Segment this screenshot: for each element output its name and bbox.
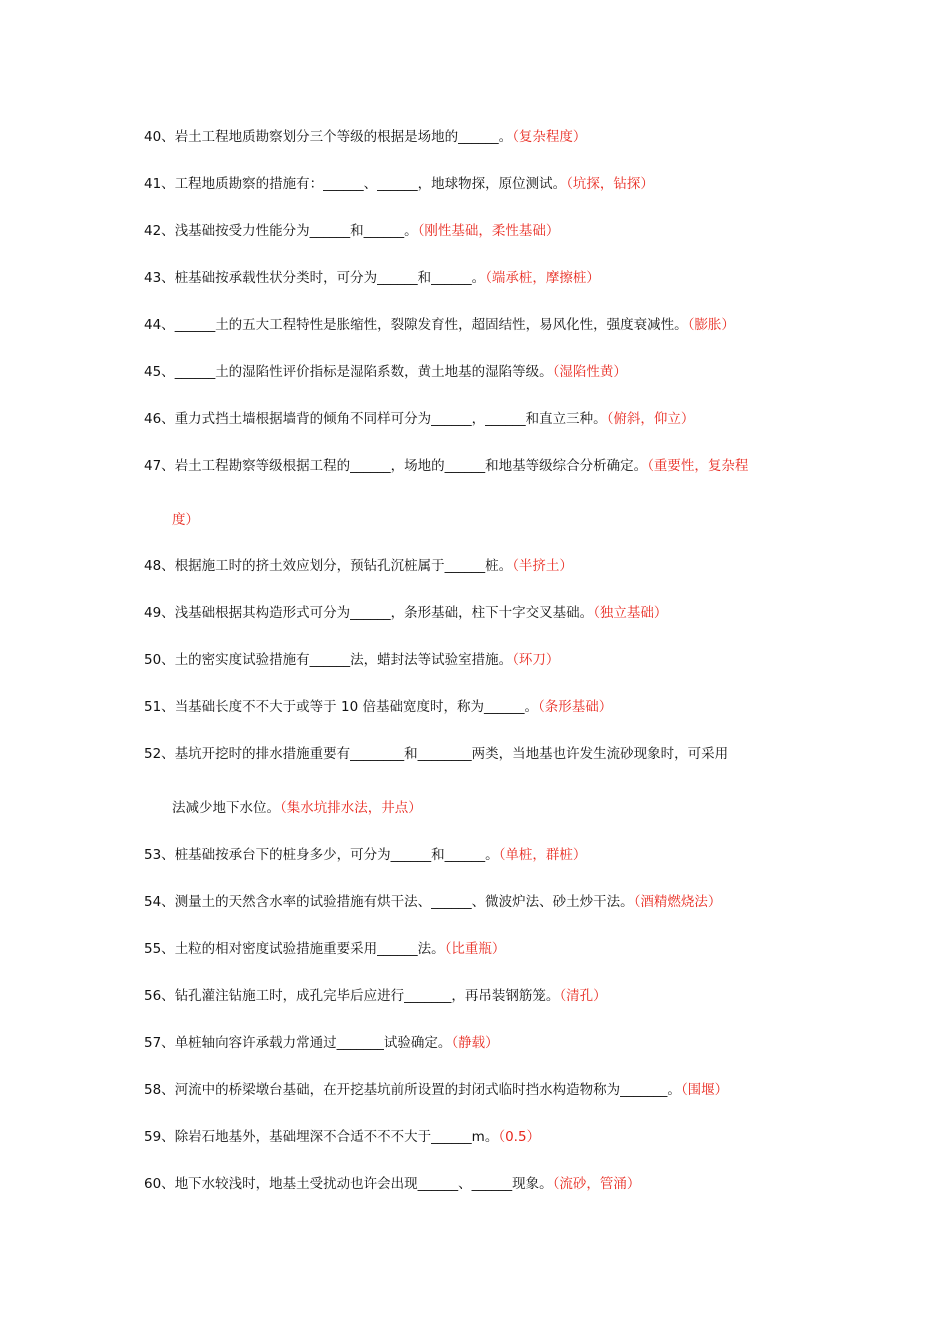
question-52-continuation bbox=[172, 798, 422, 818]
question-number: 56、 bbox=[144, 988, 175, 1004]
question-number: 42、 bbox=[144, 223, 175, 239]
question-55 bbox=[144, 939, 824, 959]
question-51 bbox=[144, 697, 824, 717]
answer-text: （半挤土） bbox=[512, 558, 573, 574]
question-number: 48、 bbox=[144, 558, 175, 574]
question-60 bbox=[144, 1174, 824, 1194]
question-number: 46、 bbox=[144, 411, 175, 427]
question-47-continuation bbox=[172, 510, 199, 530]
answer-text: （流砂，管涌） bbox=[552, 1176, 641, 1192]
answer-text: （条形基础） bbox=[537, 699, 613, 715]
question-number: 57、 bbox=[144, 1035, 175, 1051]
question-text: 河流中的桥梁墩台基础，在开挖基坑前所设置的封闭式临时挡水构造物称为_______。 bbox=[174, 1082, 681, 1098]
question-text-continued: 法减少地下水位。 bbox=[172, 800, 280, 816]
answer-text: （复杂程度） bbox=[512, 129, 587, 145]
answer-text: （围堰） bbox=[680, 1082, 729, 1098]
question-text: 当基础长度不不大于或等于 10 倍基础宽度时，称为______。 bbox=[174, 699, 538, 715]
question-number: 51、 bbox=[144, 699, 175, 715]
question-58 bbox=[144, 1080, 824, 1100]
question-number: 59、 bbox=[144, 1129, 175, 1145]
answer-text-continued: 度） bbox=[172, 512, 199, 528]
question-text: 测量土的天然含水率的试验措施有烘干法、______、微波炉法、砂土炒干法。 bbox=[174, 894, 634, 910]
answer-text: （单桩，群桩） bbox=[498, 847, 587, 863]
answer-text: （膨胀） bbox=[687, 317, 735, 333]
question-40 bbox=[144, 127, 824, 147]
answer-text: （俯斜，仰立） bbox=[606, 411, 695, 427]
question-text: 钻孔灌注钻施工时，成孔完毕后应进行_______，再吊装钢筋笼。 bbox=[174, 988, 560, 1004]
question-number: 54、 bbox=[144, 894, 175, 910]
answer-text: （湿陷性黄） bbox=[552, 364, 627, 380]
answer-text: （酒精燃烧法） bbox=[633, 894, 722, 910]
question-text: 基坑开挖时的排水措施重要有________和________两类，当地基也许发生流砂现象时，可采用 bbox=[174, 746, 729, 762]
question-number: 53、 bbox=[144, 847, 175, 863]
question-text: 工程地质勘察的措施有：______、______，地球物探，原位测试。 bbox=[174, 176, 567, 192]
question-42 bbox=[144, 221, 824, 241]
question-number: 41、 bbox=[144, 176, 175, 192]
question-number: 47、 bbox=[144, 458, 175, 474]
question-number: 40、 bbox=[144, 129, 175, 145]
question-50 bbox=[144, 650, 824, 670]
question-text: 根据施工时的挤土效应划分，预钻孔沉桩属于______桩。 bbox=[174, 558, 513, 574]
question-number: 55、 bbox=[144, 941, 175, 957]
question-52 bbox=[144, 744, 824, 764]
question-57 bbox=[144, 1033, 824, 1053]
question-54 bbox=[144, 892, 824, 912]
question-48 bbox=[144, 556, 824, 576]
question-text: 浅基础按受力性能分为______和______。 bbox=[174, 223, 418, 239]
question-text: 桩基础按承载性状分类时，可分为______和______。 bbox=[174, 270, 486, 286]
question-text: 浅基础根据其构造形式可分为______，条形基础，柱下十字交叉基础。 bbox=[174, 605, 594, 621]
question-number: 49、 bbox=[144, 605, 175, 621]
question-47 bbox=[144, 456, 824, 476]
question-43 bbox=[144, 268, 824, 288]
question-text: ______土的湿陷性评价指标是湿陷系数，黄土地基的湿陷等级。 bbox=[174, 364, 553, 380]
answer-text: （静载） bbox=[451, 1035, 499, 1051]
question-46 bbox=[144, 409, 824, 429]
answer-text: （集水坑排水法，井点） bbox=[280, 800, 422, 816]
answer-text: （刚性基础，柔性基础） bbox=[417, 223, 560, 239]
answer-text: （0.5） bbox=[498, 1129, 541, 1145]
question-number: 50、 bbox=[144, 652, 175, 668]
answer-text: （重要性，复杂程 bbox=[647, 458, 749, 474]
question-number: 45、 bbox=[144, 364, 175, 380]
question-text: 岩土工程勘察等级根据工程的______，场地的______和地基等级综合分析确定。 bbox=[174, 458, 648, 474]
question-text: 岩土工程地质勘察划分三个等级的根据是场地的______。 bbox=[174, 129, 513, 145]
question-text: 土的密实度试验措施有______法，蜡封法等试验室措施。 bbox=[174, 652, 513, 668]
answer-text: （坑探，钻探） bbox=[566, 176, 654, 192]
question-49 bbox=[144, 603, 824, 623]
question-text: 单桩轴向容许承载力常通过_______试验确定。 bbox=[174, 1035, 452, 1051]
question-53 bbox=[144, 845, 824, 865]
answer-text: （环刀） bbox=[512, 652, 560, 668]
question-text: 土粒的相对密度试验措施重要采用______法。 bbox=[174, 941, 445, 957]
question-text: ______土的五大工程特性是胀缩性，裂隙发育性，超固结性，易风化性，强度衰减性。 bbox=[174, 317, 688, 333]
answer-text: （比重瓶） bbox=[444, 941, 506, 957]
question-number: 60、 bbox=[144, 1176, 175, 1192]
question-44 bbox=[144, 315, 824, 335]
question-number: 43、 bbox=[144, 270, 175, 286]
question-41 bbox=[144, 174, 824, 194]
question-text: 桩基础按承台下的桩身多少，可分为______和______。 bbox=[174, 847, 499, 863]
question-56 bbox=[144, 986, 824, 1006]
question-number: 58、 bbox=[144, 1082, 175, 1098]
question-number: 52、 bbox=[144, 746, 175, 762]
question-text: 地下水较浅时，地基土受扰动也许会出现______、______现象。 bbox=[174, 1176, 553, 1192]
question-text: 重力式挡土墙根据墙背的倾角不同样可分为______，______和直立三种。 bbox=[174, 411, 607, 427]
question-number: 44、 bbox=[144, 317, 175, 333]
answer-text: （清孔） bbox=[559, 988, 607, 1004]
answer-text: （独立基础） bbox=[593, 605, 668, 621]
question-59 bbox=[144, 1127, 824, 1147]
answer-text: （端承桩，摩擦桩） bbox=[485, 270, 600, 286]
question-text: 除岩石地基外，基础埋深不合适不不不大于______m。 bbox=[174, 1129, 499, 1145]
question-45 bbox=[144, 362, 824, 382]
